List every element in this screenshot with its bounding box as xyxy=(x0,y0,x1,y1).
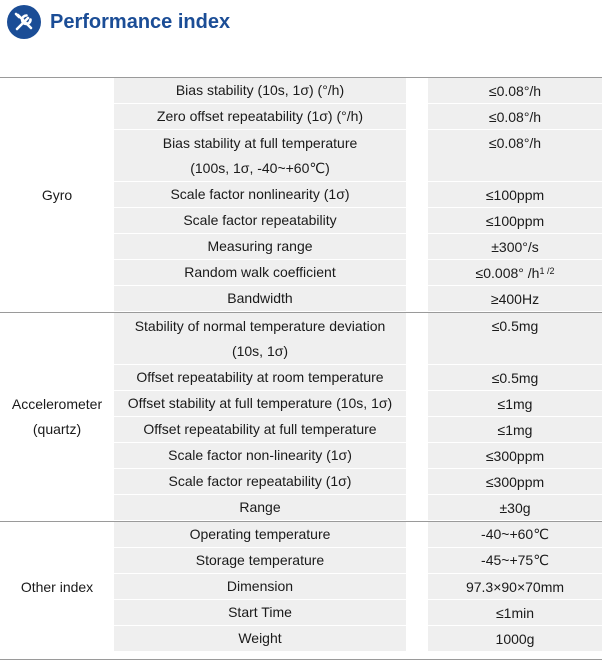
value-text: ≤0.5mg xyxy=(491,318,539,334)
value-cell xyxy=(428,313,602,365)
value-text: ≤1mg xyxy=(497,395,533,412)
parameter-text: Stability of normal temperature deviation xyxy=(134,318,386,334)
parameter-text: Bandwidth xyxy=(227,290,293,306)
section-header xyxy=(6,2,230,42)
parameter-text: Dimension xyxy=(226,578,294,594)
spec-group xyxy=(0,312,602,521)
value-text: ≤100ppm xyxy=(485,212,545,229)
value-cell xyxy=(428,78,602,104)
value-cell xyxy=(428,574,602,600)
parameter-text: Zero offset repeatability (1σ) (°/h) xyxy=(156,108,364,124)
value-cell xyxy=(428,234,602,260)
value-cell xyxy=(428,548,602,574)
table-row xyxy=(0,469,602,495)
value-cell xyxy=(428,260,602,286)
parameter-text: (100s, 1σ, -40~+60℃) xyxy=(190,160,330,176)
value-cell xyxy=(428,626,602,652)
parameter-cell xyxy=(114,260,406,286)
value-cell xyxy=(428,365,602,391)
parameter-text: Random walk coefficient xyxy=(184,264,336,280)
value-text: -40~+60℃ xyxy=(481,526,549,542)
parameter-cell xyxy=(114,417,406,443)
value-text: ≤0.08°/h xyxy=(488,82,542,99)
parameter-text: Weight xyxy=(238,630,282,646)
parameter-cell xyxy=(114,182,406,208)
value-text: -45~+75℃ xyxy=(481,552,549,568)
parameter-text: Measuring range xyxy=(207,238,313,254)
value-text: ≤1mg xyxy=(497,421,533,438)
parameter-cell xyxy=(114,365,406,391)
value-cell xyxy=(428,208,602,234)
value-text: ≤0.08°/h xyxy=(488,135,542,151)
parameter-text: Start Time xyxy=(228,604,292,620)
value-superscript: 1 /2 xyxy=(539,265,555,276)
group-label-line: Gyro xyxy=(41,186,73,203)
value-cell xyxy=(428,286,602,312)
value-cell xyxy=(428,104,602,130)
value-text: ≥400Hz xyxy=(490,290,540,307)
value-text: ±30g xyxy=(499,499,531,516)
table-row xyxy=(0,495,602,521)
parameter-cell xyxy=(114,600,406,626)
value-cell xyxy=(428,182,602,208)
parameter-text: Scale factor nonlinearity (1σ) xyxy=(170,186,350,202)
value-cell xyxy=(428,391,602,417)
value-text: 1000g xyxy=(495,630,535,647)
parameter-cell xyxy=(114,104,406,130)
parameter-cell xyxy=(114,548,406,574)
value-text: ≤0.08°/h xyxy=(488,108,542,125)
parameter-cell xyxy=(114,208,406,234)
page-title: Performance index xyxy=(50,10,231,33)
parameter-text: Scale factor non-linearity (1σ) xyxy=(168,447,352,463)
table-row xyxy=(0,104,602,130)
parameter-text: (10s, 1σ) xyxy=(231,343,289,359)
parameter-text: Scale factor repeatability xyxy=(183,212,337,228)
group-label-line: Other index xyxy=(20,578,94,595)
parameter-text: Bias stability (10s, 1σ) (°/h) xyxy=(175,82,345,98)
parameter-text: Storage temperature xyxy=(195,552,325,568)
table-row xyxy=(0,365,602,391)
table-row xyxy=(0,286,602,312)
table-row xyxy=(0,391,602,417)
table-row xyxy=(0,522,602,548)
value-text: ≤1min xyxy=(495,604,535,621)
parameter-cell xyxy=(114,443,406,469)
value-text: ≤300ppm xyxy=(485,473,545,490)
table-row xyxy=(0,626,602,652)
value-cell xyxy=(428,495,602,521)
table-row xyxy=(0,313,602,365)
parameter-text: Bias stability at full temperature xyxy=(162,135,358,151)
table-row xyxy=(0,78,602,104)
parameter-cell xyxy=(114,78,406,104)
group-label-line: (quartz) xyxy=(32,421,82,437)
parameter-text: Range xyxy=(239,499,281,515)
value-text: ≤300ppm xyxy=(485,447,545,464)
value-cell xyxy=(428,600,602,626)
value-cell xyxy=(428,130,602,182)
parameter-cell xyxy=(114,286,406,312)
parameter-text: Scale factor repeatability (1σ) xyxy=(168,473,352,489)
table-row xyxy=(0,234,602,260)
parameter-cell xyxy=(114,574,406,600)
parameter-cell xyxy=(114,495,406,521)
value-text: ≤100ppm xyxy=(485,186,545,203)
group-label-line: Accelerometer xyxy=(11,396,103,412)
parameter-text: Offset stability at full temperature (10s, 1σ) xyxy=(127,395,393,411)
table-row xyxy=(0,130,602,182)
wrench-screwdriver-icon xyxy=(6,4,42,40)
table-row xyxy=(0,208,602,234)
parameter-cell xyxy=(114,130,406,182)
value-text: ±300°/s xyxy=(491,238,539,255)
value-cell xyxy=(428,443,602,469)
parameter-cell xyxy=(114,391,406,417)
value-text: ≤0.5mg xyxy=(491,369,539,386)
value-text: 97.3×90×70mm xyxy=(465,578,565,595)
parameter-cell xyxy=(114,469,406,495)
parameter-text: Offset repeatability at full temperature xyxy=(143,421,377,437)
parameter-text: Operating temperature xyxy=(189,526,331,542)
value-cell xyxy=(428,522,602,548)
parameter-cell xyxy=(114,234,406,260)
table-row xyxy=(0,182,602,208)
parameter-cell xyxy=(114,313,406,365)
value-cell xyxy=(428,469,602,495)
table-row xyxy=(0,443,602,469)
spec-group xyxy=(0,77,602,312)
table-row xyxy=(0,417,602,443)
parameter-cell xyxy=(114,626,406,652)
parameter-cell xyxy=(114,522,406,548)
spec-group xyxy=(0,521,602,652)
table-row xyxy=(0,548,602,574)
table-row xyxy=(0,574,602,600)
value-text: ≤0.008° /h xyxy=(475,264,540,281)
parameter-text: Offset repeatability at room temperature xyxy=(136,369,384,385)
table-row xyxy=(0,600,602,626)
performance-table xyxy=(0,77,602,652)
value-cell xyxy=(428,417,602,443)
table-row xyxy=(0,260,602,286)
